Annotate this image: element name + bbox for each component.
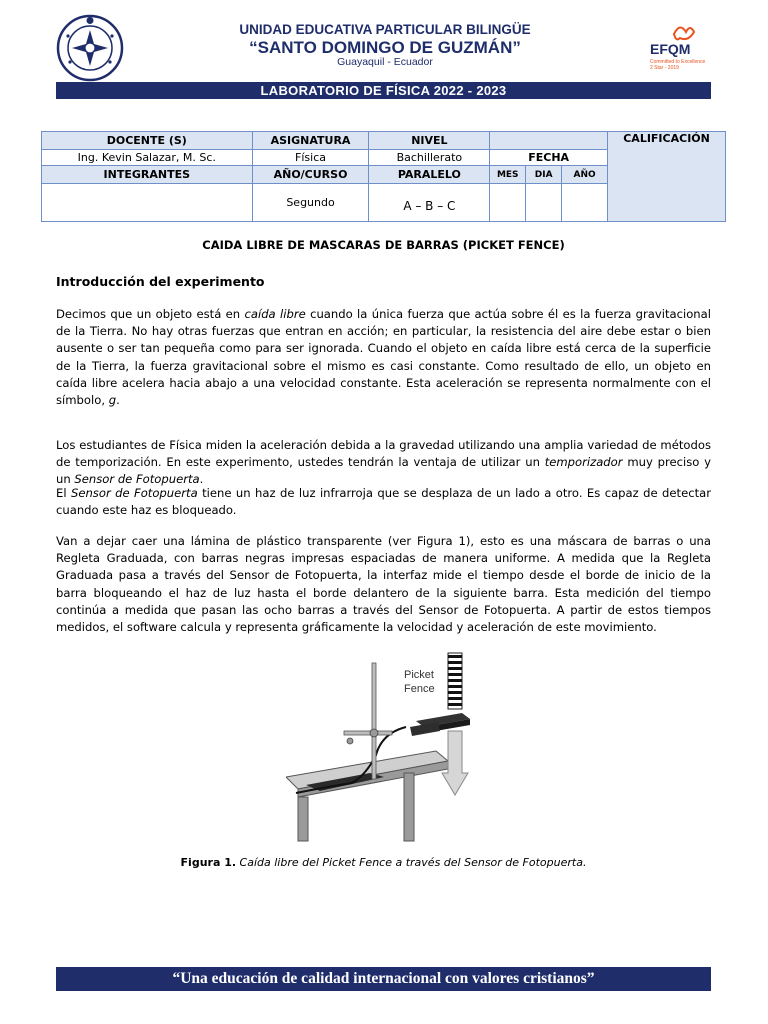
dia-value[interactable]: [526, 184, 562, 222]
school-location: Guayaquil - Ecuador: [337, 56, 433, 68]
mes-header: MES: [490, 166, 526, 184]
efqm-text: EFQM: [650, 41, 691, 57]
school-name-line1: UNIDAD EDUCATIVA PARTICULAR BILINGÜE: [239, 22, 531, 37]
intro-heading: Introducción del experimento: [56, 274, 265, 289]
p1-symbol-g: g: [108, 393, 117, 408]
p3-italic: Sensor de Fotopuerta: [70, 486, 198, 500]
p1-text-c: .: [116, 393, 120, 408]
p3-text-a: El: [56, 486, 71, 500]
p1-italic: caída libre: [244, 307, 306, 321]
info-table: [41, 131, 726, 222]
p2-italic-2: Sensor de Fotopuerta: [74, 472, 200, 487]
p3-text-b: tiene un haz de luz infrarroja que se desplaza de un lado a otro. Es capaz de detectar cuando este haz es bloqueado.: [56, 486, 712, 518]
docente-header: DOCENTE (S): [42, 132, 253, 150]
anio-curso-header: AÑO/CURSO: [252, 166, 369, 184]
nivel-value: Bachillerato: [369, 150, 490, 166]
asignatura-value: Física: [252, 150, 369, 166]
efqm-sub2: 2 Star - 2019: [650, 65, 679, 71]
mes-value[interactable]: [490, 184, 526, 222]
paragraph-1: [56, 306, 711, 409]
paralelo-header: PARALELO: [369, 166, 490, 184]
footer-motto-bar: “Una educación de calidad internacional con valores cristianos”: [56, 967, 711, 991]
p2-text-c: .: [199, 472, 204, 487]
integrantes-header: INTEGRANTES: [42, 166, 253, 184]
anio-header: AÑO: [562, 166, 608, 184]
nivel-header: NIVEL: [369, 132, 490, 150]
school-name-line2: “SANTO DOMINGO DE GUZMÁN”: [249, 38, 521, 57]
paralelo-value: A – B – C: [369, 184, 490, 222]
fecha-header: FECHA: [490, 150, 608, 166]
picket-fence-figure: [286, 645, 486, 845]
figure-label-picket: Picket: [404, 669, 434, 681]
p2-text-a: Los estudiantes de Física miden la aceleración debida a la gravedad utilizando una amplia variedad de métodos de temporización. En este experimento, ustedes tendrán la ventaja de utilizar un: [56, 438, 711, 470]
docente-value: Ing. Kevin Salazar, M. Sc.: [42, 150, 253, 166]
figure-label-fence: Fence: [404, 683, 435, 695]
dia-header: DIA: [526, 166, 562, 184]
p1-text-a: Decimos que un objeto está en: [56, 307, 245, 321]
asignatura-header: ASIGNATURA: [252, 132, 369, 150]
p2-text-b: muy preciso y un: [56, 455, 711, 487]
document-title: CAIDA LIBRE DE MASCARAS DE BARRAS (PICKET FENCE): [202, 238, 565, 252]
caption-label: Figura 1.: [180, 856, 237, 869]
blank-header: [490, 132, 608, 150]
efqm-sub1: Committed to Excellence: [650, 59, 706, 65]
integrantes-value[interactable]: [42, 184, 253, 222]
calificacion-header: CALIFICACIÓN: [608, 132, 726, 222]
school-crest-logo: [56, 14, 124, 82]
lab-title-bar: LABORATORIO DE FÍSICA 2022 - 2023: [56, 82, 711, 99]
anio-curso-value: Segundo: [252, 184, 369, 222]
paragraph-2: [56, 437, 711, 489]
paragraph-4: Van a dejar caer una lámina de plástico transparente (ver Figura 1), esto es una máscara de barras o una Regleta Graduada, con barras negras impresas espaciadas de manera uniforme. A medida que la Regleta Graduada pasa a través del Sensor de Fotopuerta, la interfaz mide el tiempo desde el borde de inicio de la barra bloqueando el haz de luz hasta el borde delantero de la siguiente barra. Esta medición del tiempo continúa a medida que pasan las ocho barras a través del Sensor de Fotopuerta. A partir de estos tiempos medidos, el software calcula y representa gráficamente la velocidad y aceleración de este movimiento.: [56, 534, 711, 635]
efqm-logo: [644, 20, 716, 80]
paragraph-3: [56, 485, 711, 519]
p1-text-b: cuando la única fuerza que actúa sobre él es la fuerza gravitacional de la Tierra. No hay otras fuerzas que entran en acción; en particular, la resistencia del aire debe estar o bien ausente o ser tan pequeña como para ser ignorada. Cuando el objeto en caída libre está cerca de la superficie de la Tierra, la fuerza gravitacional sobre el mismo es casi constante. Como resultado de ello, un objeto en caída libre acelera hacia abajo a una velocidad constante. Esta aceleración se representa normalmente con el símbolo,: [56, 307, 711, 408]
caption-text: Caída libre del Picket Fence a través del Sensor de Fotopuerta.: [236, 856, 587, 869]
anio-value[interactable]: [562, 184, 608, 222]
p2-italic-1: temporizador: [544, 455, 623, 470]
figure-caption: [56, 856, 711, 869]
